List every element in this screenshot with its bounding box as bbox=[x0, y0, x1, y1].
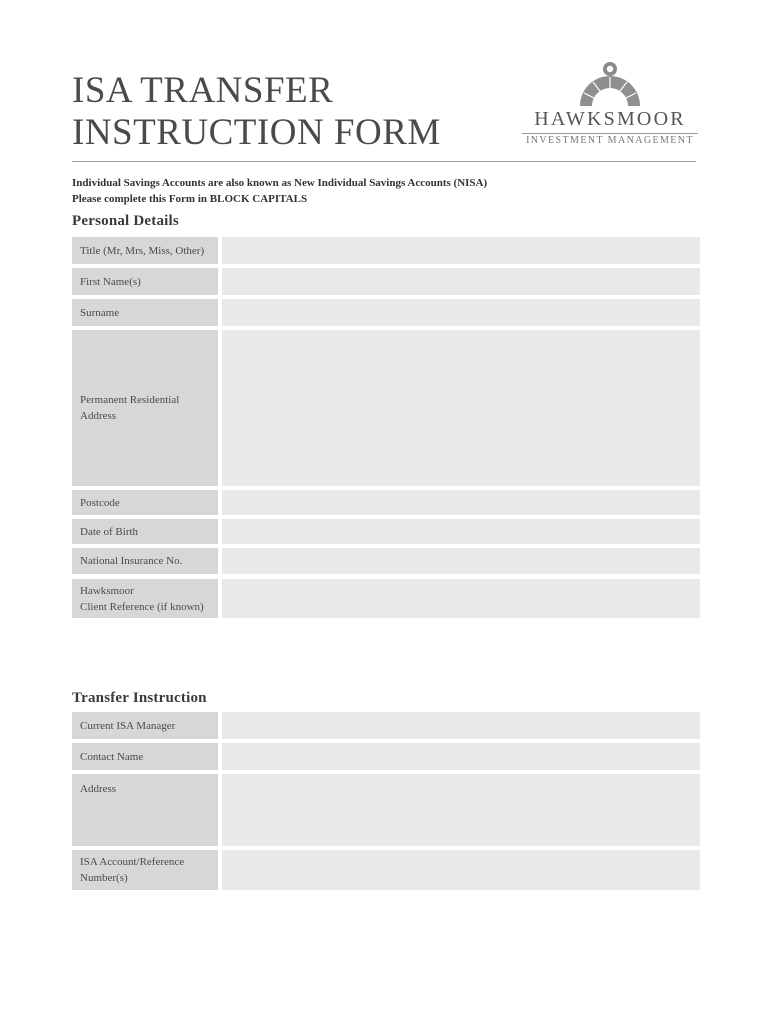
row-postcode bbox=[72, 490, 700, 515]
client-reference-field[interactable] bbox=[222, 579, 700, 618]
row-current-isa-manager bbox=[72, 712, 700, 739]
brand-divider bbox=[522, 133, 698, 134]
field-label-manager-address: Address bbox=[72, 774, 218, 846]
field-label-title: Title (Mr, Mrs, Miss, Other) bbox=[72, 237, 218, 264]
field-label-address bbox=[72, 330, 218, 486]
hawksmoor-logo bbox=[522, 60, 698, 146]
field-label-contact-name: Contact Name bbox=[72, 743, 218, 770]
row-manager-address bbox=[72, 774, 700, 846]
contact-name-field[interactable] bbox=[222, 743, 700, 770]
surname-field[interactable] bbox=[222, 299, 700, 326]
isa-account-reference-field[interactable] bbox=[222, 850, 700, 890]
field-label-first-names: First Name(s) bbox=[72, 268, 218, 295]
date-of-birth-field[interactable] bbox=[222, 519, 700, 544]
arch-emblem-icon bbox=[576, 60, 644, 106]
brand-name: HAWKSMOOR bbox=[534, 108, 686, 130]
client-ref-label-line1: Hawksmoor bbox=[80, 584, 134, 597]
brand-tagline: INVESTMENT MANAGEMENT bbox=[526, 135, 694, 146]
field-label-current-isa-manager: Current ISA Manager bbox=[72, 712, 218, 739]
first-names-field[interactable] bbox=[222, 268, 700, 295]
address-label-line1: Permanent Residential bbox=[80, 394, 180, 406]
field-label-postcode: Postcode bbox=[72, 490, 218, 515]
current-isa-manager-field[interactable] bbox=[222, 712, 700, 739]
intro-text bbox=[72, 175, 487, 207]
form-title-line2: INSTRUCTION FORM bbox=[72, 112, 441, 153]
row-contact-name bbox=[72, 743, 700, 770]
row-isa-account-reference bbox=[72, 850, 700, 890]
row-national-insurance bbox=[72, 548, 700, 574]
section-personal-details: Personal Details bbox=[72, 213, 179, 229]
isa-ref-label-line1: ISA Account/Reference bbox=[80, 856, 185, 868]
client-ref-label-line2: Client Reference (if known) bbox=[80, 600, 204, 613]
postcode-field[interactable] bbox=[222, 490, 700, 515]
field-label-isa-account-reference bbox=[72, 850, 218, 890]
intro-line-2: Please complete this Form in BLOCK CAPITALS bbox=[72, 193, 308, 205]
row-title bbox=[72, 237, 700, 264]
intro-line-1: Individual Savings Accounts are also known as New Individual Savings Accounts (NISA) bbox=[72, 177, 488, 189]
field-label-national-insurance: National Insurance No. bbox=[72, 548, 218, 574]
row-surname bbox=[72, 299, 700, 326]
row-date-of-birth bbox=[72, 519, 700, 544]
row-first-names bbox=[72, 268, 700, 295]
section-transfer-instruction: Transfer Instruction bbox=[72, 690, 207, 706]
form-title-line1: ISA TRANSFER bbox=[72, 70, 334, 111]
form-title bbox=[72, 70, 441, 154]
header-divider bbox=[72, 161, 696, 162]
address-label-line2: Address bbox=[80, 410, 117, 422]
residential-address-field[interactable] bbox=[222, 330, 700, 486]
isa-ref-label-line2: Number(s) bbox=[80, 872, 128, 884]
field-label-client-reference bbox=[72, 579, 218, 618]
title-field[interactable] bbox=[222, 237, 700, 264]
manager-address-field[interactable] bbox=[222, 774, 700, 846]
row-address bbox=[72, 330, 700, 486]
national-insurance-field[interactable] bbox=[222, 548, 700, 574]
field-label-date-of-birth: Date of Birth bbox=[72, 519, 218, 544]
row-client-reference bbox=[72, 579, 700, 618]
field-label-surname: Surname bbox=[72, 299, 218, 326]
